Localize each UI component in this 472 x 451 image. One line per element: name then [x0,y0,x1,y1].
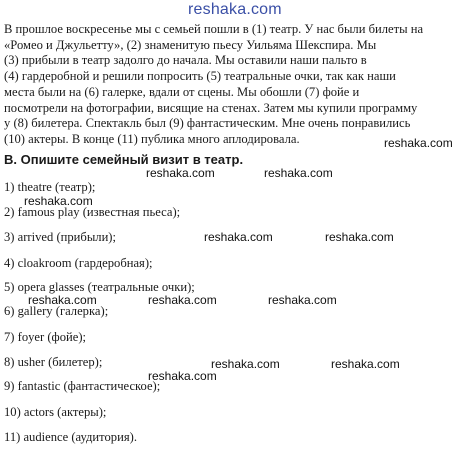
paragraph-line: (10) актеры. В конце (11) публика много аплодировала. [4,131,300,146]
vocab-item: 1) theatre (театр); [4,180,96,194]
watermark: reshaka.com [384,136,453,150]
watermark: reshaka.com [146,166,215,180]
watermark-top: reshaka.com [188,1,282,18]
story-paragraph [4,22,470,148]
watermark: reshaka.com [211,357,280,371]
paragraph-line: «Ромео и Джульетту», (2) знаменитую пьесу Уильяма Шекспира. Мы [4,37,377,52]
vocab-item: 10) actors (актеры); [4,405,107,419]
watermark: reshaka.com [148,293,217,307]
paragraph-line: В прошлое воскресенье мы с семьей пошли в (1) театр. У нас были билеты на [4,22,424,36]
watermark: reshaka.com [325,230,394,244]
watermark: reshaka.com [148,369,217,383]
paragraph-line: места были на (6) галерке, вдали от сцены. Мы обошли (7) фойе и [4,84,360,99]
paragraph-line: посмотрели на фотографии, висящие на стенах. Затем мы купили программу [4,100,418,115]
vocab-item: 11) audience (аудитория). [4,430,137,444]
paragraph-line: (4) гардеробной и решили попросить (5) театральные очки, так как наши [4,69,396,84]
section-heading: B. Опишите семейный визит в театр. [4,152,244,167]
vocab-item: 8) usher (билетер); [4,355,103,369]
vocab-item: 9) fantastic (фантастическое); [4,379,161,393]
paragraph-line: у (8) билетера. Спектакль был (9) фантастическим. Мне очень понравились [4,116,411,131]
watermark: reshaka.com [268,293,337,307]
paragraph-line: (3) прибыли в театр задолго до начала. Мы оставили наши пальто в [4,53,367,68]
watermark: reshaka.com [24,194,93,208]
vocab-item: 3) arrived (прибыли); [4,230,117,244]
vocab-item: 4) cloakroom (гардеробная); [4,256,153,270]
watermark: reshaka.com [331,357,400,371]
vocab-item: 5) opera glasses (театральные очки); [4,280,195,294]
watermark: reshaka.com [28,293,97,307]
vocab-item: 7) foyer (фойе); [4,330,87,344]
vocab-item: 6) gallery (галерка); [4,304,109,318]
vocab-item: 2) famous play (известная пьеса); [4,205,181,219]
watermark: reshaka.com [204,230,273,244]
watermark: reshaka.com [264,166,333,180]
